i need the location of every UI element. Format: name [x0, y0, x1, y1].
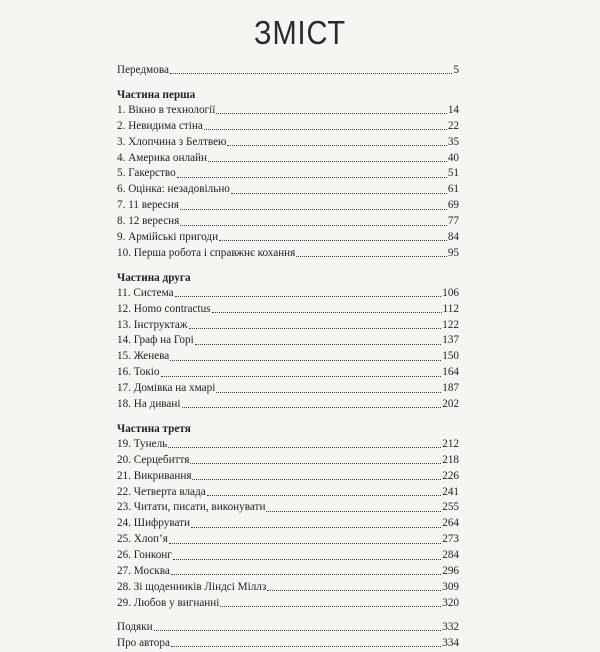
toc-entry-label: Про автора [117, 636, 170, 649]
toc-entry-page: 14 [447, 103, 459, 116]
toc-entry-label: 10. Перша робота і справжнє кохання [117, 246, 296, 259]
toc-entry-page: 150 [442, 350, 459, 363]
page-title: ЗМІСТ [254, 14, 346, 51]
toc-entry[interactable] [117, 119, 459, 135]
part-entries [117, 286, 459, 413]
toc-entry-label: 26. Гонконг [117, 549, 172, 562]
toc-entry-page: 69 [447, 199, 459, 212]
toc-entry-label: 12. Homo contractus [117, 302, 211, 315]
toc-entry-page: 332 [442, 620, 459, 633]
toc-entry-page: 241 [442, 485, 459, 498]
toc-entry-page: 35 [447, 135, 459, 148]
toc-entry[interactable] [117, 516, 459, 532]
leader-dots [220, 606, 441, 607]
toc-entry[interactable] [117, 485, 459, 501]
toc-entry-label: 1. Вікно в технології [117, 103, 216, 116]
toc-entry-page: 5 [453, 64, 459, 76]
leader-dots [192, 479, 441, 480]
toc-entry-page: 309 [442, 580, 459, 593]
spacer [117, 79, 459, 87]
leader-dots [182, 407, 442, 408]
spacer [117, 612, 459, 620]
leader-dots [154, 630, 442, 631]
toc-entry-label: 25. Хлоп’я [117, 533, 168, 546]
toc-entry-label: 27. Москва [117, 565, 170, 578]
toc-entry[interactable] [117, 166, 459, 182]
toc-entry[interactable] [117, 318, 459, 334]
part-heading: Частина друга [117, 271, 191, 284]
toc-entry[interactable] [117, 532, 459, 548]
toc-entry[interactable] [117, 349, 459, 365]
toc-entry-page: 164 [442, 366, 459, 379]
leader-dots [161, 376, 442, 377]
toc-entry-page: 296 [442, 565, 459, 578]
toc-entry-page: 61 [447, 183, 459, 196]
toc-entry[interactable] [117, 198, 459, 214]
leader-dots [216, 113, 446, 114]
toc-entry-page: 264 [442, 517, 459, 530]
toc-entry[interactable] [117, 620, 459, 636]
toc-entry[interactable] [117, 381, 459, 397]
leader-dots [231, 193, 447, 194]
toc-entry[interactable] [117, 302, 459, 318]
part-entries [117, 103, 459, 262]
toc-entry-label: Подяки [117, 620, 153, 633]
leader-dots [177, 177, 447, 178]
toc-entry-label: 7. 11 вересня [117, 199, 179, 212]
toc-entry-page: 187 [442, 382, 459, 395]
toc-entry-label: Передмова [117, 64, 169, 76]
leader-dots [208, 161, 447, 162]
spacer [117, 262, 459, 270]
toc-entry[interactable] [117, 453, 459, 469]
toc-entry[interactable] [117, 548, 459, 564]
toc-entry-label: 15. Женева [117, 350, 170, 363]
leader-dots [180, 225, 447, 226]
toc-entry[interactable] [117, 103, 459, 119]
toc-entry[interactable] [117, 365, 459, 381]
toc-entry-label: 3. Хлопчина з Белтвею [117, 135, 227, 148]
leader-dots [189, 328, 442, 329]
toc-entry[interactable] [117, 230, 459, 246]
toc-entry-label: 23. Читати, писати, виконувати [117, 501, 266, 514]
toc-entry-page: 22 [447, 119, 459, 132]
toc-entry-label: 16. Токіо [117, 366, 160, 379]
toc-entry-label: 9. Армійські пригоди [117, 231, 219, 244]
toc-entry-intro[interactable] [117, 63, 459, 79]
leader-dots [168, 447, 441, 448]
leader-dots [207, 495, 442, 496]
toc-entry-page: 226 [442, 469, 459, 482]
leader-dots [175, 296, 442, 297]
leader-dots [169, 543, 441, 544]
toc-entry-page: 40 [447, 151, 459, 164]
part-heading: Частина третя [117, 422, 191, 435]
toc-entry-label: 14. Граф на Горі [117, 334, 194, 347]
toc-entry[interactable] [117, 214, 459, 230]
part-heading: Частина перша [117, 88, 196, 101]
spacer [117, 413, 459, 421]
toc-entry-page: 212 [442, 437, 459, 450]
toc-entry-page: 334 [442, 636, 459, 649]
toc-entry[interactable] [117, 182, 459, 198]
toc-entry[interactable] [117, 500, 459, 516]
leader-dots [216, 392, 441, 393]
toc-entry-label: 17. Домівка на хмарі [117, 382, 216, 395]
toc-entry[interactable] [117, 469, 459, 485]
toc-entry-page: 320 [442, 596, 459, 609]
toc-entry[interactable] [117, 151, 459, 167]
toc-entry-page: 51 [447, 167, 459, 180]
toc-entry[interactable] [117, 135, 459, 151]
leader-dots [266, 511, 441, 512]
toc-entry-label: 22. Четверта влада [117, 485, 206, 498]
toc-entry-label: 11. Система [117, 286, 174, 299]
toc-entry-page: 106 [442, 286, 459, 299]
toc-entry-label: 28. Зі щоденників Ліндсі Міллз [117, 580, 267, 593]
toc-entry-label: 8. 12 вересня [117, 215, 180, 228]
leader-dots [227, 145, 446, 146]
toc-entry-label: 6. Оцінка: незадовільно [117, 183, 230, 196]
toc-entry[interactable] [117, 397, 459, 413]
toc-entry[interactable] [117, 580, 459, 596]
toc-entry-page: 137 [442, 334, 459, 347]
leader-dots [180, 209, 447, 210]
toc-entry-label: 19. Тунель [117, 437, 168, 450]
toc-entry-label: 18. На дивані [117, 398, 181, 411]
toc-entry-page: 202 [442, 398, 459, 411]
toc-entry-label: 21. Викривання [117, 469, 192, 482]
leader-dots [171, 646, 441, 647]
toc-entry-page: 255 [442, 501, 459, 514]
toc-entry[interactable] [117, 596, 459, 612]
toc-entry-label: 29. Любов у вигнанні [117, 596, 220, 609]
outro-entries [117, 620, 459, 652]
toc-entry-label: 5. Гакерство [117, 167, 176, 180]
toc-entry-label: 2. Невидима стіна [117, 119, 203, 132]
leader-dots [191, 527, 441, 528]
leader-dots [212, 312, 442, 313]
toc-entry-label: 20. Серцебиття [117, 453, 190, 466]
toc-entry[interactable] [117, 564, 459, 580]
toc-entry-page: 122 [442, 318, 459, 331]
toc-entry-page: 95 [447, 246, 459, 259]
toc-entry-page: 273 [442, 533, 459, 546]
leader-dots [170, 360, 441, 361]
leader-dots [219, 240, 447, 241]
leader-dots [173, 559, 441, 560]
toc-entry-page: 218 [442, 453, 459, 466]
leader-dots [204, 129, 447, 130]
toc-entry-page: 77 [447, 215, 459, 228]
toc-entry-label: 24. Шифрувати [117, 517, 191, 530]
toc-entry-label: 13. Інструктаж [117, 318, 188, 331]
toc-entry[interactable] [117, 286, 459, 302]
toc-entry-page: 284 [442, 549, 459, 562]
toc-entry-page: 112 [442, 302, 459, 315]
toc-entry-page: 84 [447, 231, 459, 244]
leader-dots [296, 256, 446, 257]
leader-dots [267, 590, 441, 591]
leader-dots [190, 463, 441, 464]
table-of-contents [117, 63, 459, 652]
leader-dots [170, 73, 452, 74]
toc-entry[interactable] [117, 636, 459, 652]
toc-entry[interactable] [117, 333, 459, 349]
leader-dots [195, 344, 442, 345]
leader-dots [171, 574, 441, 575]
toc-entry-label: 4. Америка онлайн [117, 151, 208, 164]
toc-entry[interactable] [117, 246, 459, 262]
part-entries [117, 437, 459, 612]
toc-entry[interactable] [117, 437, 459, 453]
